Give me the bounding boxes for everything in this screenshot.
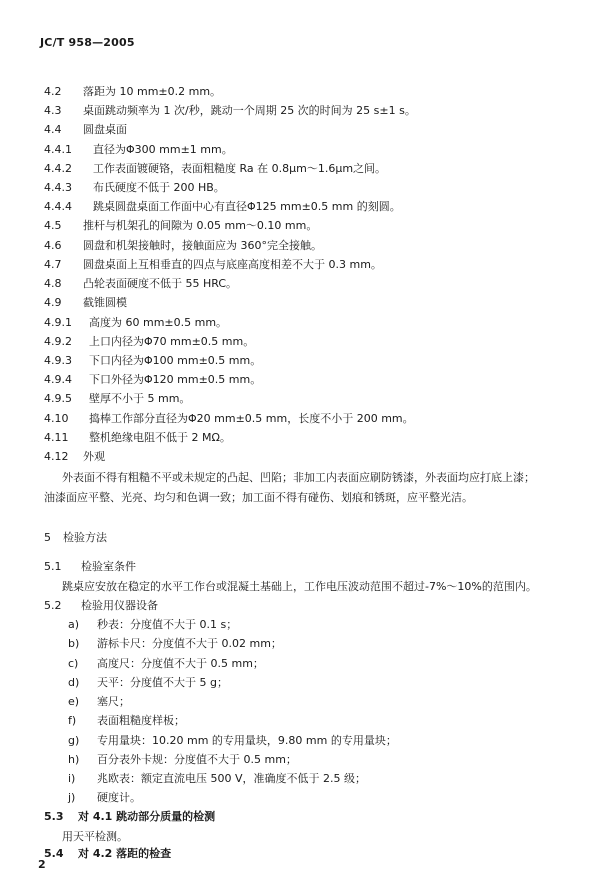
clause-text: 捣棒工作部分直径为Φ20 mm±0.5 mm，长度不小于 200 mm。 bbox=[89, 412, 414, 425]
clause-number: 5.2 bbox=[44, 599, 62, 612]
page-number: 2 bbox=[38, 858, 46, 871]
clause-number: 4.9.4 bbox=[44, 373, 72, 386]
clause-4-11 bbox=[0, 428, 609, 448]
clause-4-3 bbox=[0, 101, 609, 121]
clause-5-1 bbox=[0, 557, 609, 577]
clause-text: 凸轮表面硬度不低于 55 HRC。 bbox=[83, 277, 238, 290]
clause-number: 4.5 bbox=[44, 219, 62, 232]
clause-heading: 对 4.1 跳动部分质量的检测 bbox=[78, 810, 216, 823]
paragraph-text: 用天平检测。 bbox=[62, 830, 128, 843]
clause-5-3 bbox=[0, 807, 609, 827]
clause-4-9-5 bbox=[0, 389, 609, 409]
clause-number: 4.8 bbox=[44, 277, 62, 290]
clause-number: 4.4.3 bbox=[44, 181, 72, 194]
clause-text: 圆盘和机架接触时，接触面应为 360°完全接触。 bbox=[83, 239, 322, 252]
clause-4-6 bbox=[0, 236, 609, 256]
paragraph-appearance-line-1 bbox=[0, 468, 609, 488]
clause-4-12 bbox=[0, 447, 609, 467]
clause-heading: 外观 bbox=[83, 450, 105, 463]
clause-text: 下口外径为Φ120 mm±0.5 mm。 bbox=[89, 373, 262, 386]
list-item-f bbox=[0, 711, 609, 731]
list-item-b bbox=[0, 634, 609, 654]
clause-number: 4.9.1 bbox=[44, 316, 72, 329]
paragraph-weight-test bbox=[0, 827, 609, 847]
list-marker: f) bbox=[68, 714, 77, 727]
clause-number: 4.4.1 bbox=[44, 143, 72, 156]
list-marker: g) bbox=[68, 734, 80, 747]
section-5-heading bbox=[0, 528, 609, 548]
clause-number: 4.2 bbox=[44, 85, 62, 98]
clause-text: 下口内径为Φ100 mm±0.5 mm。 bbox=[89, 354, 262, 367]
clause-text: 工作表面镀硬铬，表面粗糙度 Ra 在 0.8μm～1.6μm之间。 bbox=[93, 162, 387, 175]
clause-4-9 bbox=[0, 293, 609, 313]
clause-number: 4.12 bbox=[44, 450, 69, 463]
clause-text: 高度为 60 mm±0.5 mm。 bbox=[89, 316, 228, 329]
clause-text: 布氏硬度不低于 200 HB。 bbox=[93, 181, 225, 194]
clause-text: 推杆与机架孔的间隙为 0.05 mm～0.10 mm。 bbox=[83, 219, 318, 232]
clause-number: 4.11 bbox=[44, 431, 69, 444]
clause-number: 5.1 bbox=[44, 560, 62, 573]
clause-4-8 bbox=[0, 274, 609, 294]
clause-4-9-3 bbox=[0, 351, 609, 371]
clause-number: 4.9.3 bbox=[44, 354, 72, 367]
clause-4-4-1 bbox=[0, 140, 609, 160]
clause-number: 4.3 bbox=[44, 104, 62, 117]
clause-heading: 检验室条件 bbox=[81, 560, 136, 573]
list-text: 兆欧表：额定直流电压 500 V，准确度不低于 2.5 级； bbox=[97, 772, 366, 785]
clause-4-2 bbox=[0, 82, 609, 102]
section-number: 5 bbox=[44, 531, 51, 544]
clause-heading: 圆盘桌面 bbox=[83, 123, 127, 136]
list-marker: i) bbox=[68, 772, 76, 785]
clause-4-10 bbox=[0, 409, 609, 429]
list-text: 硬度计。 bbox=[97, 791, 141, 804]
clause-text: 上口内径为Φ70 mm±0.5 mm。 bbox=[89, 335, 255, 348]
clause-4-4-2 bbox=[0, 159, 609, 179]
list-text: 天平：分度值不大于 5 g； bbox=[97, 676, 228, 689]
clause-number: 4.4.4 bbox=[44, 200, 72, 213]
clause-text: 落距为 10 mm±0.2 mm。 bbox=[83, 85, 222, 98]
paragraph-text: 油漆面应平整、光亮、均匀和色调一致；加工面不得有碰伤、划痕和锈斑，应平整光洁。 bbox=[44, 491, 473, 504]
paragraph-lab-conditions bbox=[0, 577, 609, 597]
list-marker: j) bbox=[68, 791, 76, 804]
list-item-c bbox=[0, 654, 609, 674]
list-text: 游标卡尺：分度值不大于 0.02 mm； bbox=[97, 637, 282, 650]
section-title: 检验方法 bbox=[63, 531, 107, 544]
clause-number: 4.10 bbox=[44, 412, 69, 425]
clause-number: 4.7 bbox=[44, 258, 62, 271]
list-text: 专用量块：10.20 mm 的专用量块，9.80 mm 的专用量块； bbox=[97, 734, 397, 747]
clause-text: 跳桌圆盘桌面工作面中心有直径Φ125 mm±0.5 mm 的刻圆。 bbox=[93, 200, 401, 213]
list-item-d bbox=[0, 673, 609, 693]
clause-number: 4.4 bbox=[44, 123, 62, 136]
list-marker: a) bbox=[68, 618, 80, 631]
list-item-j bbox=[0, 788, 609, 808]
list-item-i bbox=[0, 769, 609, 789]
clause-5-2 bbox=[0, 596, 609, 616]
clause-4-4-4 bbox=[0, 197, 609, 217]
list-item-a bbox=[0, 615, 609, 635]
clause-number: 4.9.2 bbox=[44, 335, 72, 348]
paragraph-appearance-line-2 bbox=[0, 488, 609, 508]
list-marker: e) bbox=[68, 695, 80, 708]
list-text: 塞尺； bbox=[97, 695, 130, 708]
list-text: 表面粗糙度样板； bbox=[97, 714, 185, 727]
list-item-e bbox=[0, 692, 609, 712]
clause-heading: 检验用仪器设备 bbox=[81, 599, 158, 612]
clause-4-9-1 bbox=[0, 313, 609, 333]
standard-code-header: JC/T 958—2005 bbox=[40, 36, 135, 49]
paragraph-text: 外表面不得有粗糙不平或未规定的凸起、凹陷；非加工内表面应刷防锈漆，外表面均应打底上漆； bbox=[62, 471, 535, 484]
list-marker: d) bbox=[68, 676, 80, 689]
clause-4-9-2 bbox=[0, 332, 609, 352]
clause-heading: 截锥圆模 bbox=[83, 296, 127, 309]
paragraph-text: 跳桌应安放在稳定的水平工作台或混凝土基础上，工作电压波动范围不超过-7%～10%的范围内。 bbox=[62, 580, 537, 593]
clause-text: 壁厚不小于 5 mm。 bbox=[89, 392, 191, 405]
list-text: 秒表：分度值不大于 0.1 s； bbox=[97, 618, 238, 631]
clause-4-4 bbox=[0, 120, 609, 140]
clause-number: 5.3 bbox=[44, 810, 64, 823]
list-marker: b) bbox=[68, 637, 80, 650]
list-text: 百分表外卡规：分度值不大于 0.5 mm； bbox=[97, 753, 297, 766]
clause-text: 桌面跳动频率为 1 次/秒，跳动一个周期 25 次的时间为 25 s±1 s。 bbox=[83, 104, 416, 117]
clause-4-5 bbox=[0, 216, 609, 236]
clause-4-7 bbox=[0, 255, 609, 275]
clause-text: 直径为Φ300 mm±1 mm。 bbox=[93, 143, 233, 156]
list-marker: h) bbox=[68, 753, 80, 766]
clause-4-9-4 bbox=[0, 370, 609, 390]
clause-number: 4.9.5 bbox=[44, 392, 72, 405]
list-item-g bbox=[0, 731, 609, 751]
clause-4-4-3 bbox=[0, 178, 609, 198]
clause-text: 圆盘桌面上互相垂直的四点与底座高度相差不大于 0.3 mm。 bbox=[83, 258, 382, 271]
clause-number: 4.9 bbox=[44, 296, 62, 309]
clause-heading: 对 4.2 落距的检查 bbox=[78, 847, 172, 860]
list-text: 高度尺：分度值不大于 0.5 mm； bbox=[97, 657, 264, 670]
list-item-h bbox=[0, 750, 609, 770]
clause-number: 4.6 bbox=[44, 239, 62, 252]
list-marker: c) bbox=[68, 657, 79, 670]
clause-text: 整机绝缘电阻不低于 2 MΩ。 bbox=[89, 431, 231, 444]
clause-number: 4.4.2 bbox=[44, 162, 72, 175]
clause-number: 5.4 bbox=[44, 847, 64, 860]
